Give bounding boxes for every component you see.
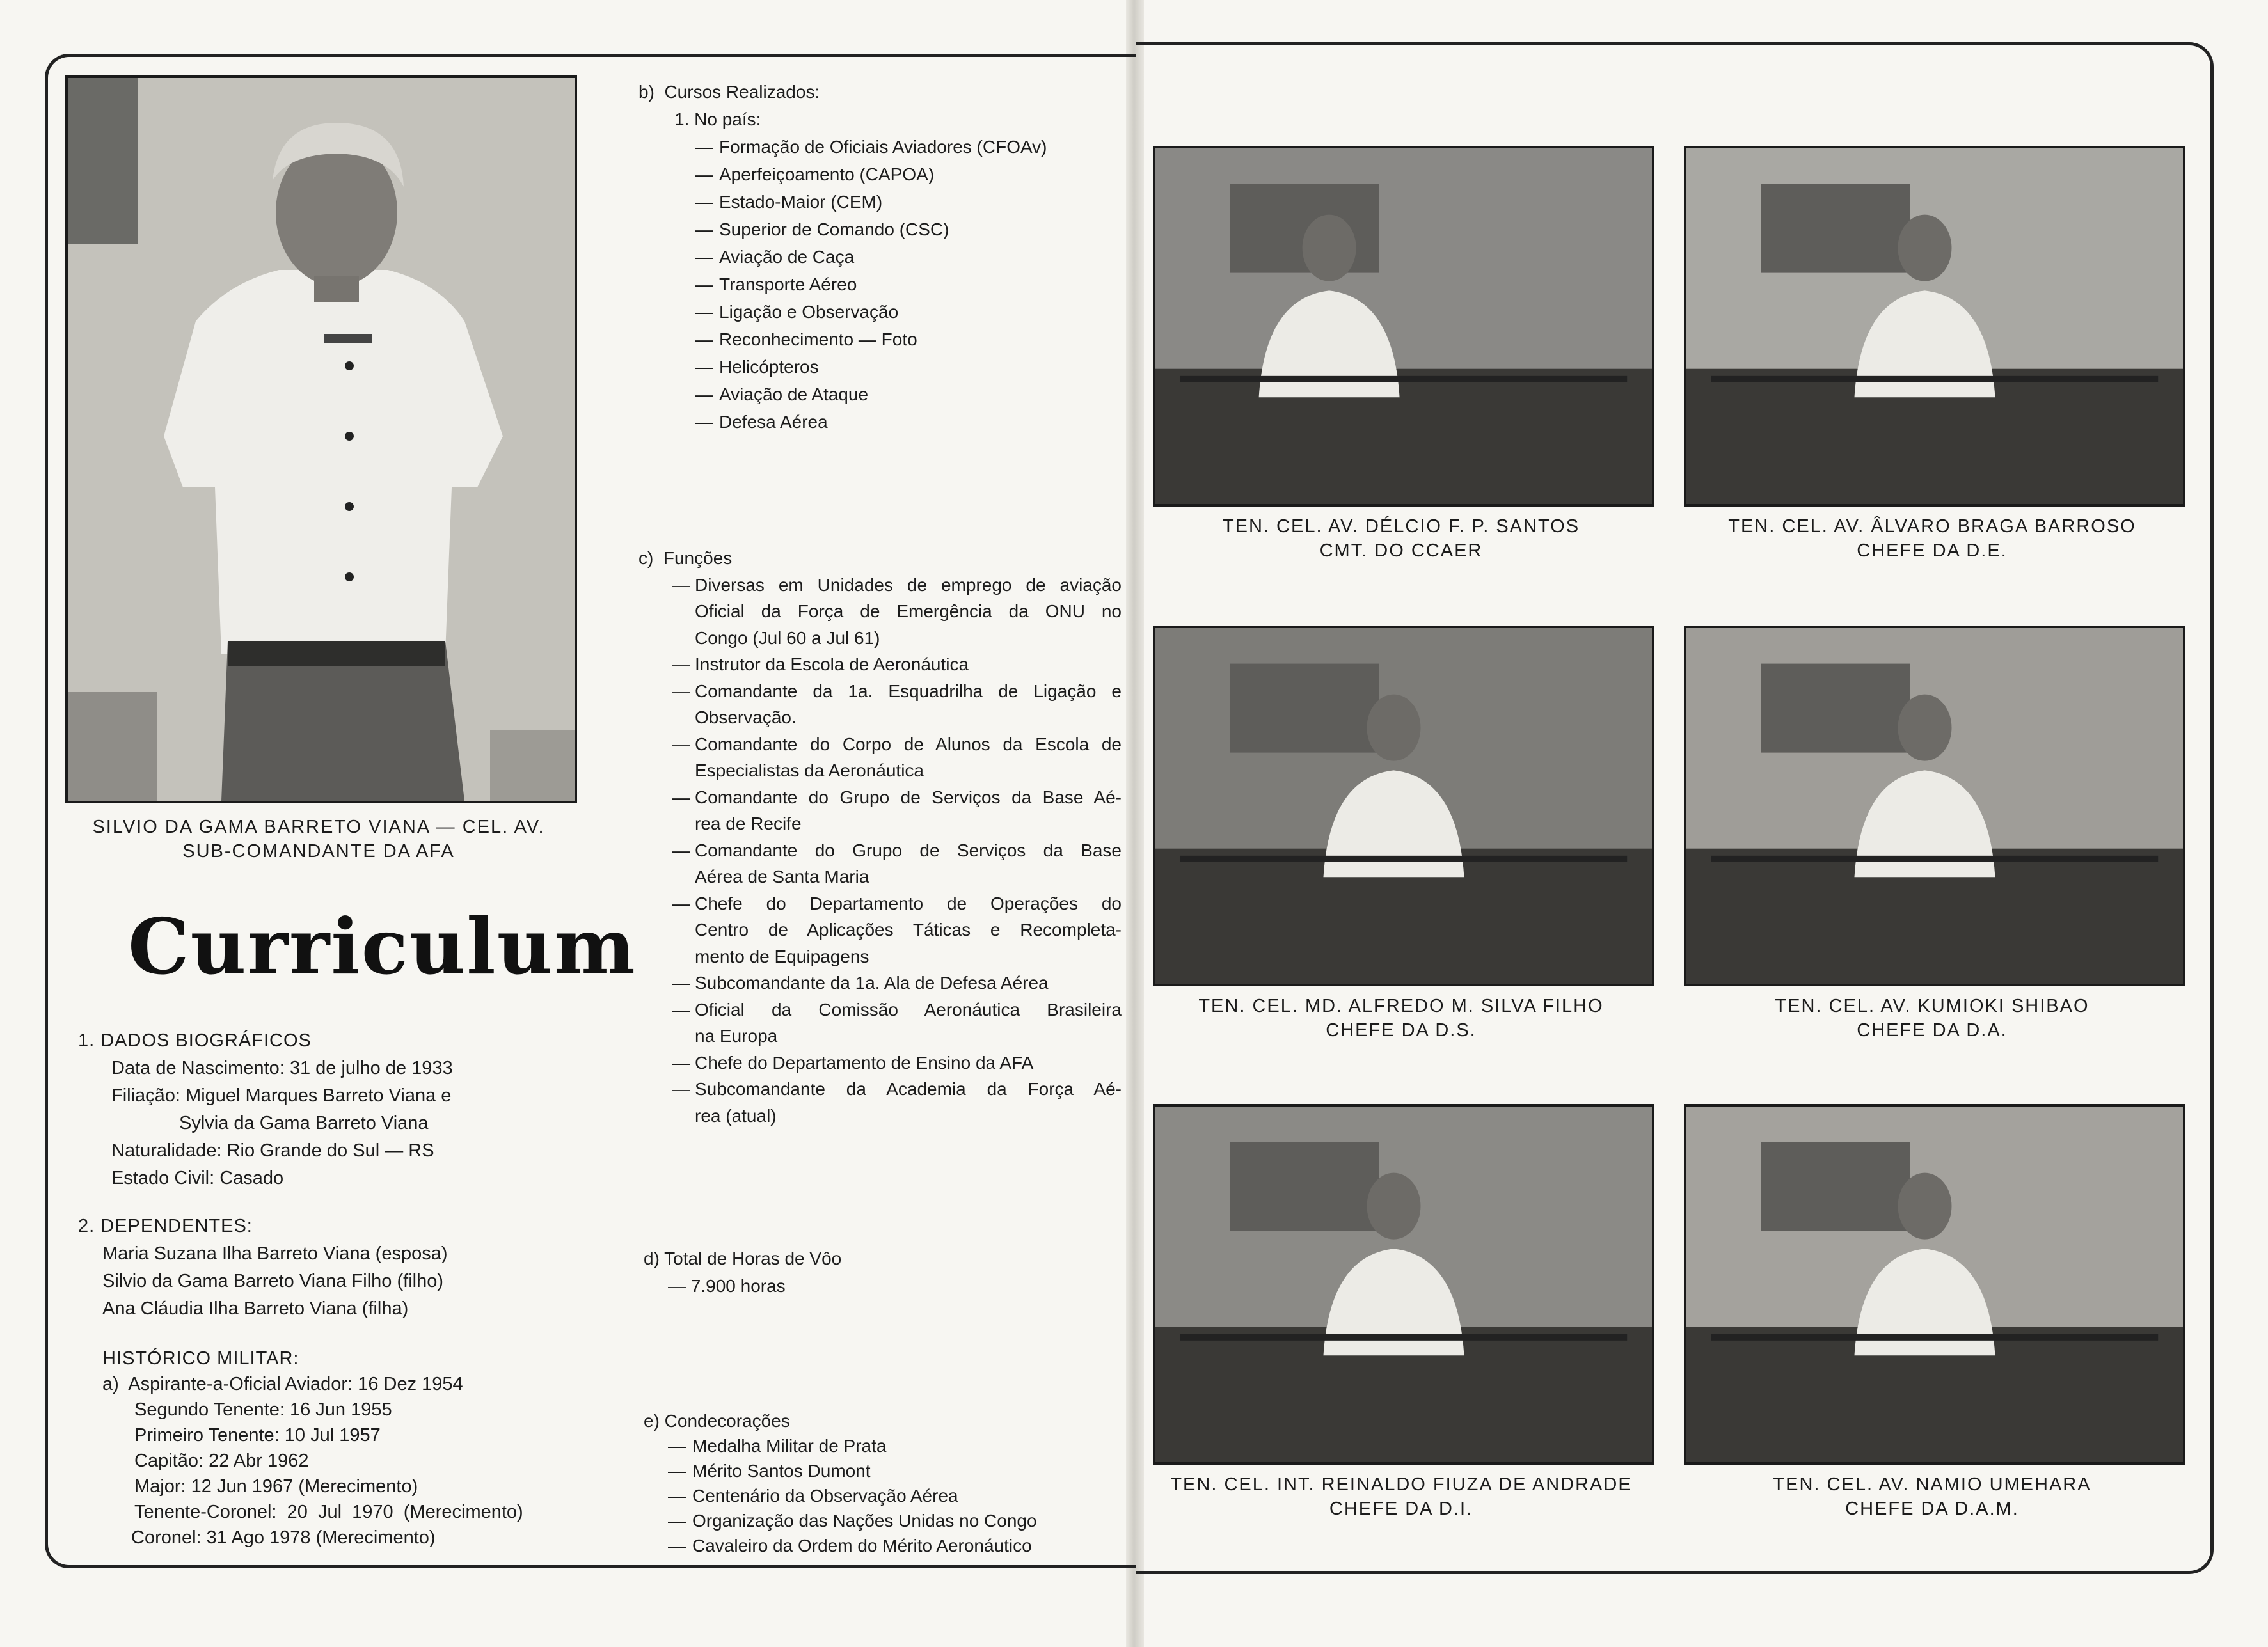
curso-item bbox=[695, 243, 1125, 271]
curso-item bbox=[695, 161, 1125, 188]
funcao-line: Congo (Jul 60 a Jul 61) bbox=[695, 627, 880, 648]
officer-name: TEN. CEL. AV. DÉLCIO F. P. SANTOS bbox=[1222, 516, 1580, 537]
officer-caption bbox=[1140, 994, 1662, 1043]
officer-caption bbox=[1140, 514, 1662, 563]
curso-label: Aviação de Caça bbox=[719, 247, 855, 267]
curso-item bbox=[695, 353, 1125, 381]
curso-item bbox=[695, 271, 1125, 298]
curso-label: Aperfeiçoamento (CAPOA) bbox=[719, 164, 935, 184]
portrait-caption bbox=[65, 815, 572, 863]
officer-name: TEN. CEL. MD. ALFREDO M. SILVA FILHO bbox=[1198, 996, 1604, 1016]
officer-photo-illustration bbox=[1686, 148, 2183, 504]
curso-item bbox=[695, 408, 1125, 436]
officer-photo bbox=[1684, 1104, 2185, 1465]
officer-name: TEN. CEL. AV. NAMIO UMEHARA bbox=[1773, 1474, 2091, 1495]
funcao-line: Chefe do Departamento de Ensino da AFA bbox=[695, 1052, 1034, 1073]
portrait-photo bbox=[65, 75, 577, 803]
officer-caption bbox=[1671, 514, 2193, 563]
officer-name: TEN. CEL. INT. REINALDO FIUZA DE ANDRADE bbox=[1170, 1474, 1632, 1495]
officer-role: CHEFE DA D.I. bbox=[1329, 1499, 1473, 1519]
funcao-item bbox=[672, 784, 1122, 837]
dash-marker: — bbox=[695, 137, 713, 157]
funcao-line: rea de Recife bbox=[695, 814, 802, 833]
condecoracao-item bbox=[668, 1433, 1120, 1458]
officer-photo-illustration bbox=[1686, 1107, 2183, 1462]
section-heading: HISTÓRICO MILITAR: bbox=[102, 1348, 299, 1369]
dash-marker: — bbox=[672, 1052, 690, 1073]
funcao-item bbox=[672, 678, 1122, 731]
curso-label: Formação de Oficiais Aviadores (CFOAv) bbox=[719, 137, 1047, 157]
dash-marker: — bbox=[695, 192, 713, 212]
rank-item: Major: 12 Jun 1967 (Merecimento) bbox=[134, 1476, 418, 1497]
dash-marker: — bbox=[695, 219, 713, 239]
funcoes-list bbox=[638, 572, 1122, 1130]
section-heading: 1. DADOS BIOGRÁFICOS bbox=[78, 1030, 312, 1051]
dependent-item: Maria Suzana Ilha Barreto Viana (esposa) bbox=[102, 1243, 448, 1264]
curso-label: Reconhecimento — Foto bbox=[719, 329, 917, 349]
condecoracoes-list bbox=[644, 1433, 1120, 1558]
officer-name: TEN. CEL. AV. KUMIOKI SHIBAO bbox=[1775, 996, 2090, 1016]
dash-marker: — bbox=[695, 302, 713, 322]
officer-role: CHEFE DA D.E. bbox=[1857, 540, 2008, 561]
dash-marker: — bbox=[695, 412, 713, 432]
funcao-line: Oficial da Comissão Aeronáutica Brasileira bbox=[695, 999, 1122, 1020]
dash-marker: — bbox=[672, 574, 690, 595]
dash-marker: — bbox=[672, 973, 690, 993]
officer-role: CHEFE DA D.A.M. bbox=[1845, 1499, 2019, 1519]
dash-marker: — bbox=[668, 1536, 686, 1556]
funcao-line: Comandante do Grupo de Serviços da Base Aé- bbox=[695, 787, 1122, 807]
curso-label: Ligação e Observação bbox=[719, 302, 899, 322]
caption-line: SUB-COMANDANTE DA AFA bbox=[182, 841, 455, 862]
funcao-line: Aérea de Santa Maria bbox=[695, 867, 869, 887]
dados-biograficos-section bbox=[78, 1027, 526, 1192]
historico-militar-section bbox=[102, 1346, 589, 1550]
birth-date: Data de Nascimento: 31 de julho de 1933 bbox=[111, 1058, 453, 1078]
filiation-father: Filiação: Miguel Marques Barreto Viana e bbox=[111, 1085, 452, 1106]
condecoracao-label: Centenário da Observação Aérea bbox=[692, 1486, 958, 1506]
dash-marker: — bbox=[668, 1436, 686, 1456]
officer-photo bbox=[1153, 146, 1654, 507]
dependent-item: Silvio da Gama Barreto Viana Filho (filho) bbox=[102, 1271, 443, 1291]
funcao-item bbox=[672, 572, 1122, 652]
funcao-line: mento de Equipagens bbox=[695, 946, 869, 966]
curso-item bbox=[695, 326, 1125, 353]
section-heading: d) Total de Horas de Vôo bbox=[644, 1249, 842, 1268]
birthplace: Naturalidade: Rio Grande do Sul — RS bbox=[111, 1140, 434, 1161]
officer-photo bbox=[1153, 626, 1654, 986]
funcao-line: rea (atual) bbox=[695, 1105, 777, 1126]
caption-line: SILVIO DA GAMA BARRETO VIANA — CEL. AV. bbox=[92, 817, 545, 837]
funcao-line: Especialistas da Aeronáutica bbox=[695, 760, 924, 780]
curso-label: Superior de Comando (CSC) bbox=[719, 219, 949, 239]
curso-label: Defesa Aérea bbox=[719, 412, 828, 432]
curso-item bbox=[695, 381, 1125, 408]
condecoracoes-section bbox=[644, 1408, 1120, 1558]
officer-role: CHEFE DA D.S. bbox=[1326, 1020, 1477, 1041]
dash-marker: — bbox=[668, 1461, 686, 1481]
funcao-line: Instrutor da Escola de Aeronáutica bbox=[695, 654, 969, 674]
rank-aspirante: a) Aspirante-a-Oficial Aviador: 16 Dez 1954 bbox=[102, 1374, 463, 1394]
dash-marker: — bbox=[672, 999, 690, 1020]
dash-marker: — bbox=[695, 357, 713, 377]
funcao-line: Comandante do Grupo de Serviços da Base bbox=[695, 840, 1122, 860]
cursos-section bbox=[638, 78, 1125, 436]
funcao-item bbox=[672, 731, 1122, 784]
filiation-mother: Sylvia da Gama Barreto Viana bbox=[179, 1113, 429, 1133]
funcao-line: Observação. bbox=[695, 707, 797, 727]
dash-marker: — bbox=[695, 274, 713, 294]
dash-marker: — bbox=[672, 1079, 690, 1099]
curso-label: Helicópteros bbox=[719, 357, 819, 377]
funcao-item bbox=[672, 651, 1122, 678]
curso-label: Estado-Maior (CEM) bbox=[719, 192, 883, 212]
rank-item: Segundo Tenente: 16 Jun 1955 bbox=[134, 1399, 392, 1420]
funcao-line: na Europa bbox=[695, 1026, 778, 1046]
dash-marker: — bbox=[672, 787, 690, 807]
officer-caption bbox=[1671, 994, 2193, 1043]
condecoracao-label: Medalha Militar de Prata bbox=[692, 1436, 887, 1456]
section-heading: c) Funções bbox=[638, 548, 733, 568]
condecoracao-label: Mérito Santos Dumont bbox=[692, 1461, 871, 1481]
condecoracao-item bbox=[668, 1508, 1120, 1533]
officer-photo-illustration bbox=[1155, 148, 1652, 504]
funcao-item bbox=[672, 997, 1122, 1050]
section-heading: 2. DEPENDENTES: bbox=[78, 1216, 253, 1236]
cursos-list bbox=[638, 133, 1125, 436]
officer-caption bbox=[1140, 1472, 1662, 1521]
dash-marker: — bbox=[695, 164, 713, 184]
dash-marker: — bbox=[695, 247, 713, 267]
dependentes-section bbox=[78, 1213, 526, 1323]
curso-item bbox=[695, 133, 1125, 161]
condecoracao-item bbox=[668, 1533, 1120, 1558]
rank-list bbox=[102, 1397, 589, 1550]
funcao-line: Oficial da Força de Emergência da ONU no bbox=[695, 601, 1122, 621]
officer-photo-illustration bbox=[1686, 628, 2183, 984]
marital-status: Estado Civil: Casado bbox=[111, 1168, 284, 1188]
funcoes-section bbox=[638, 545, 1122, 1129]
funcao-line: Comandante do Corpo de Alunos da Escola de bbox=[695, 734, 1122, 754]
funcao-item bbox=[672, 890, 1122, 970]
section-heading: b) Cursos Realizados: bbox=[638, 82, 820, 102]
rank-item: Capitão: 22 Abr 1962 bbox=[134, 1451, 309, 1471]
dash-marker: — bbox=[672, 840, 690, 860]
curso-item bbox=[695, 216, 1125, 243]
curso-label: Aviação de Ataque bbox=[719, 384, 869, 404]
officer-name: TEN. CEL. AV. ÂLVARO BRAGA BARROSO bbox=[1728, 516, 2136, 537]
rank-item: Primeiro Tenente: 10 Jul 1957 bbox=[134, 1425, 381, 1446]
officer-photo-illustration bbox=[1155, 628, 1652, 984]
dash-marker: — bbox=[668, 1486, 686, 1506]
funcao-item bbox=[672, 837, 1122, 890]
curso-item bbox=[695, 188, 1125, 216]
officer-photo-illustration bbox=[1155, 1107, 1652, 1462]
horas-section bbox=[644, 1245, 1091, 1300]
funcao-line: Subcomandante da Academia da Força Aé- bbox=[695, 1079, 1122, 1099]
officer-role: CHEFE DA D.A. bbox=[1857, 1020, 2008, 1041]
condecoracao-label: Organização das Nações Unidas no Congo bbox=[692, 1511, 1037, 1531]
officer-caption bbox=[1671, 1472, 2193, 1521]
dash-marker: — bbox=[695, 384, 713, 404]
dependent-item: Ana Cláudia Ilha Barreto Viana (filha) bbox=[102, 1298, 409, 1319]
funcao-item bbox=[672, 1076, 1122, 1129]
officer-role: CMT. DO CCAER bbox=[1319, 540, 1483, 561]
section-heading: e) Condecorações bbox=[644, 1411, 790, 1431]
funcao-line: Diversas em Unidades de emprego de aviação bbox=[695, 574, 1122, 595]
curso-label: Transporte Aéreo bbox=[719, 274, 857, 294]
curriculum-title: Curriculum bbox=[128, 902, 637, 992]
officer-photo bbox=[1684, 146, 2185, 507]
dash-marker: — bbox=[672, 734, 690, 754]
rank-item: Coronel: 31 Ago 1978 (Merecimento) bbox=[131, 1527, 436, 1548]
funcao-line: Subcomandante da 1a. Ala de Defesa Aérea bbox=[695, 973, 1049, 993]
funcao-item bbox=[672, 1050, 1122, 1076]
officer-photo bbox=[1684, 626, 2185, 986]
curso-item bbox=[695, 298, 1125, 326]
funcao-line: Centro de Aplicações Táticas e Recompleta- bbox=[695, 920, 1122, 940]
dash-marker: — bbox=[672, 681, 690, 701]
dash-marker: — bbox=[695, 329, 713, 349]
officer-photo bbox=[1153, 1104, 1654, 1465]
funcao-line: Comandante da 1a. Esquadrilha de Ligação e bbox=[695, 681, 1122, 701]
dash-marker: — bbox=[672, 893, 690, 913]
rank-item: Tenente-Coronel: 20 Jul 1970 (Merecimento) bbox=[134, 1502, 523, 1522]
condecoracao-item bbox=[668, 1483, 1120, 1508]
condecoracao-item bbox=[668, 1458, 1120, 1483]
cursos-subheading: 1. No país: bbox=[674, 109, 761, 129]
dash-marker: — bbox=[672, 654, 690, 674]
funcao-item bbox=[672, 970, 1122, 997]
condecoracao-label: Cavaleiro da Ordem do Mérito Aeronáutico bbox=[692, 1536, 1032, 1556]
flight-hours-value: — 7.900 horas bbox=[668, 1276, 786, 1296]
funcao-line: Chefe do Departamento de Operações do bbox=[695, 893, 1122, 913]
dash-marker: — bbox=[668, 1511, 686, 1531]
